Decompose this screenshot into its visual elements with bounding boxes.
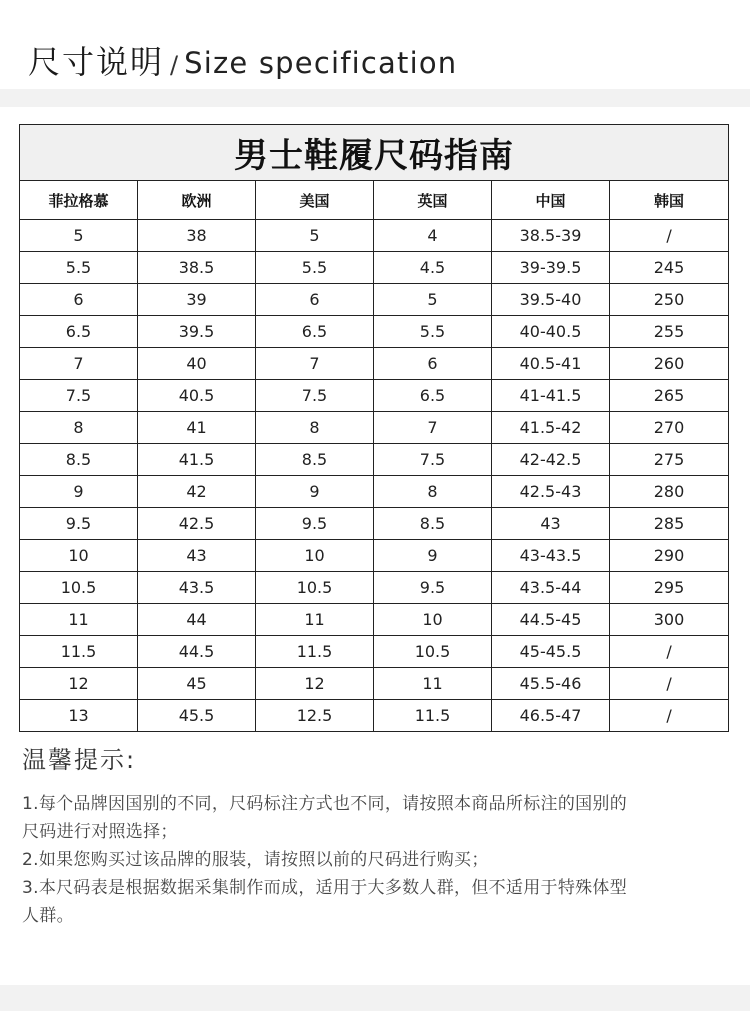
page-title-zh: 尺寸说明 [28, 43, 165, 81]
table-cell: 39 [138, 284, 256, 316]
divider-band-bottom [0, 985, 750, 1011]
table-row [20, 284, 729, 316]
table-cell: 8 [374, 476, 492, 508]
table-cell: 46.5-47 [492, 700, 610, 732]
table-row [20, 380, 729, 412]
table-cell: 8.5 [374, 508, 492, 540]
table-cell: 39.5-40 [492, 284, 610, 316]
table-cell: 8.5 [256, 444, 374, 476]
table-cell: 42.5 [138, 508, 256, 540]
table-row [20, 412, 729, 444]
table-cell: 245 [610, 252, 729, 284]
table-cell: 43.5-44 [492, 572, 610, 604]
table-cell: 7 [256, 348, 374, 380]
column-header: 菲拉格慕 [20, 181, 138, 220]
table-cell: 260 [610, 348, 729, 380]
table-row [20, 700, 729, 732]
table-cell: 290 [610, 540, 729, 572]
table-cell: / [610, 668, 729, 700]
table-cell: 38.5 [138, 252, 256, 284]
title-separator: / [170, 51, 179, 79]
table-cell: 43-43.5 [492, 540, 610, 572]
table-cell: 7.5 [374, 444, 492, 476]
table-cell: 41.5 [138, 444, 256, 476]
table-cell: 5.5 [256, 252, 374, 284]
table-cell: 11.5 [20, 636, 138, 668]
table-cell: 42 [138, 476, 256, 508]
table-cell: 11 [374, 668, 492, 700]
table-cell: 275 [610, 444, 729, 476]
table-cell: 6.5 [20, 316, 138, 348]
table-cell: 5 [20, 220, 138, 252]
table-cell: 10.5 [256, 572, 374, 604]
divider-band-top [0, 89, 750, 107]
table-cell: 13 [20, 700, 138, 732]
table-cell: 9 [20, 476, 138, 508]
table-cell: 6.5 [374, 380, 492, 412]
table-cell: 40-40.5 [492, 316, 610, 348]
column-header: 中国 [492, 181, 610, 220]
table-cell: 5.5 [20, 252, 138, 284]
table-cell: 250 [610, 284, 729, 316]
table-row [20, 252, 729, 284]
page-header [0, 0, 750, 89]
tips-section [22, 740, 734, 930]
table-cell: 300 [610, 604, 729, 636]
table-cell: 285 [610, 508, 729, 540]
table-row [20, 220, 729, 252]
tip-line: 3.本尺码表是根据数据采集制作而成，适用于大多数人群，但不适用于特殊体型 [22, 878, 628, 898]
column-header: 英国 [374, 181, 492, 220]
table-cell: 45-45.5 [492, 636, 610, 668]
table-cell: 9.5 [20, 508, 138, 540]
page-title-en: Size specification [184, 46, 458, 80]
table-cell: 7.5 [20, 380, 138, 412]
table-cell: 44.5 [138, 636, 256, 668]
table-cell: 8.5 [20, 444, 138, 476]
table-cell: 39-39.5 [492, 252, 610, 284]
tips-list [22, 790, 734, 930]
table-cell: 39.5 [138, 316, 256, 348]
table-cell: 12 [20, 668, 138, 700]
column-header: 韩国 [610, 181, 729, 220]
table-row [20, 444, 729, 476]
table-cell: 265 [610, 380, 729, 412]
table-cell: 6.5 [256, 316, 374, 348]
table-cell: / [610, 700, 729, 732]
table-cell: 11.5 [256, 636, 374, 668]
table-cell: 41-41.5 [492, 380, 610, 412]
table-cell: 9 [374, 540, 492, 572]
table-cell: 42-42.5 [492, 444, 610, 476]
table-row [20, 572, 729, 604]
table-row [20, 604, 729, 636]
table-cell: 43.5 [138, 572, 256, 604]
table-row [20, 476, 729, 508]
column-header: 欧洲 [138, 181, 256, 220]
table-cell: 10.5 [20, 572, 138, 604]
table-cell: 12.5 [256, 700, 374, 732]
table-row [20, 316, 729, 348]
table-cell: 5 [256, 220, 374, 252]
table-cell: 40.5 [138, 380, 256, 412]
table-cell: 10.5 [374, 636, 492, 668]
table-cell: 40.5-41 [492, 348, 610, 380]
table-cell: 7.5 [256, 380, 374, 412]
table-row [20, 508, 729, 540]
tip-line: 尺码进行对照选择； [22, 822, 178, 842]
table-row [20, 348, 729, 380]
table-cell: / [610, 220, 729, 252]
table-cell: 6 [20, 284, 138, 316]
table-cell: 44.5-45 [492, 604, 610, 636]
table-cell: / [610, 636, 729, 668]
table-cell: 9.5 [374, 572, 492, 604]
tip-line: 2.如果您购买过该品牌的服装，请按照以前的尺码进行购买； [22, 850, 489, 870]
table-cell: 7 [20, 348, 138, 380]
table-cell: 43 [492, 508, 610, 540]
table-cell: 11 [20, 604, 138, 636]
table-cell: 11 [256, 604, 374, 636]
page-title [28, 40, 457, 87]
table-cell: 38 [138, 220, 256, 252]
table-cell: 4 [374, 220, 492, 252]
table-cell: 280 [610, 476, 729, 508]
table-cell: 43 [138, 540, 256, 572]
tips-title: 温馨提示: [22, 746, 137, 774]
table-cell: 7 [374, 412, 492, 444]
table-cell: 9.5 [256, 508, 374, 540]
table-row [20, 668, 729, 700]
table-cell: 45.5-46 [492, 668, 610, 700]
size-chart-table [19, 124, 729, 732]
table-cell: 41 [138, 412, 256, 444]
table-cell: 5.5 [374, 316, 492, 348]
table-row [20, 636, 729, 668]
table-cell: 8 [20, 412, 138, 444]
table-cell: 45.5 [138, 700, 256, 732]
table-cell: 45 [138, 668, 256, 700]
table-cell: 6 [256, 284, 374, 316]
table-cell: 11.5 [374, 700, 492, 732]
table-cell: 10 [256, 540, 374, 572]
table-cell: 42.5-43 [492, 476, 610, 508]
table-cell: 40 [138, 348, 256, 380]
table-cell: 270 [610, 412, 729, 444]
tip-line: 人群。 [22, 906, 74, 926]
table-cell: 38.5-39 [492, 220, 610, 252]
table-cell: 5 [374, 284, 492, 316]
table-cell: 6 [374, 348, 492, 380]
table-cell: 8 [256, 412, 374, 444]
tip-line: 1.每个品牌因国别的不同，尺码标注方式也不同，请按照本商品所标注的国别的 [22, 794, 628, 814]
table-cell: 295 [610, 572, 729, 604]
table-cell: 44 [138, 604, 256, 636]
table-cell: 9 [256, 476, 374, 508]
table-cell: 10 [20, 540, 138, 572]
column-header: 美国 [256, 181, 374, 220]
table-title: 男士鞋履尺码指南 [20, 125, 729, 181]
table-cell: 255 [610, 316, 729, 348]
table-cell: 12 [256, 668, 374, 700]
table-cell: 41.5-42 [492, 412, 610, 444]
table-cell: 4.5 [374, 252, 492, 284]
table-cell: 10 [374, 604, 492, 636]
table-row [20, 540, 729, 572]
